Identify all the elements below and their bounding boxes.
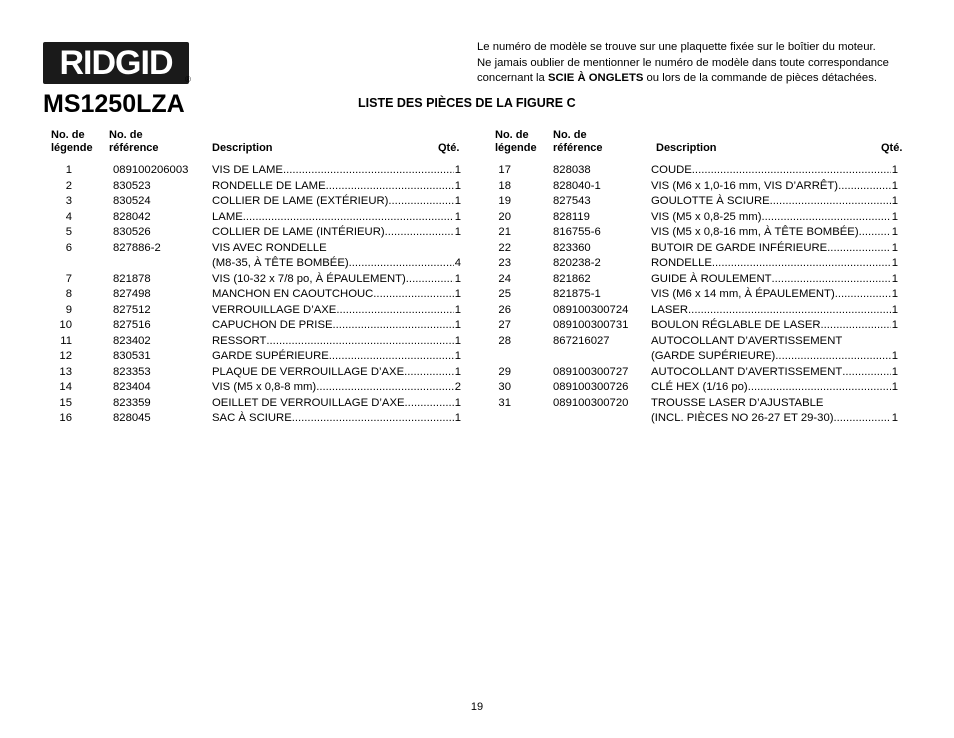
registered-mark: ® xyxy=(185,75,191,84)
header-no-legende-right xyxy=(495,129,537,155)
part-number: 6 xyxy=(65,241,72,254)
part-number: 7 xyxy=(65,272,72,285)
part-quantity: 1 xyxy=(891,288,898,300)
part-number: 28 xyxy=(498,334,511,347)
part-quantity: 1 xyxy=(891,226,898,238)
part-quantity: 1 xyxy=(891,412,898,424)
part-description-text: LASER xyxy=(651,303,689,316)
part-description xyxy=(651,349,898,365)
part-description xyxy=(651,225,898,241)
notice-line-3 xyxy=(477,71,927,87)
part-description xyxy=(651,287,898,303)
part-description xyxy=(212,396,461,412)
part-number: 21 xyxy=(498,226,511,238)
part-reference: 828119 xyxy=(553,210,590,223)
header-description-right: Description xyxy=(656,142,717,154)
part-description-text: BUTOIR DE GARDE INFÉRIEURE xyxy=(651,241,828,254)
leader-dots xyxy=(748,380,891,396)
part-description xyxy=(651,318,898,334)
part-description-text: LAME xyxy=(212,210,243,223)
part-number: 31 xyxy=(498,396,511,409)
part-number: 17 xyxy=(498,164,511,176)
leader-dots xyxy=(859,225,891,241)
part-reference: 816755-6 xyxy=(553,226,601,238)
header-no-reference-line2: référence xyxy=(109,142,159,154)
part-description xyxy=(212,241,461,257)
part-reference: 828038 xyxy=(553,164,591,176)
part-reference: 089100300731 xyxy=(553,319,629,331)
part-description-text: MANCHON EN CAOUTCHOUC xyxy=(212,288,374,300)
leader-dots xyxy=(336,303,453,319)
part-description xyxy=(651,194,898,210)
part-description-text: VIS (M5 x 0,8-8 mm) xyxy=(212,381,317,393)
part-quantity: 1 xyxy=(891,179,898,192)
part-reference: 821875-1 xyxy=(553,288,601,300)
part-reference: 089100300724 xyxy=(553,303,629,316)
part-quantity: 1 xyxy=(454,365,461,378)
part-description-text: CLÉ HEX (1/16 po) xyxy=(651,381,748,393)
leader-dots xyxy=(349,256,454,272)
part-description-text: VIS (M6 x 14 mm, À ÉPAULEMENT) xyxy=(651,288,835,300)
leader-dots xyxy=(329,349,454,365)
part-number: 12 xyxy=(59,350,72,362)
notice-line-2: Ne jamais oublier de mentionner le numéro de modèle dans toute correspondance xyxy=(477,56,889,69)
part-description xyxy=(651,272,898,288)
part-number: 9 xyxy=(65,303,72,316)
part-quantity: 1 xyxy=(891,381,898,393)
part-number: 26 xyxy=(498,303,511,316)
part-quantity: 1 xyxy=(454,412,461,424)
part-description xyxy=(212,225,461,241)
notice-line-3-pre: concernant la xyxy=(477,72,548,84)
leader-dots xyxy=(770,194,891,210)
part-description-text: VIS (M5 x 0,8-25 mm) xyxy=(651,210,762,223)
part-description xyxy=(651,210,898,226)
part-description xyxy=(651,365,898,381)
part-description xyxy=(212,210,461,226)
part-description xyxy=(651,334,898,350)
part-reference: 828040-1 xyxy=(553,179,601,192)
part-description xyxy=(212,194,461,210)
part-description-text: COLLIER DE LAME (INTÉRIEUR) xyxy=(212,226,385,238)
part-quantity: 2 xyxy=(454,381,461,393)
part-description-text: AUTOCOLLANT D’AVERTISSEMENT xyxy=(651,334,843,347)
part-description-text: VIS (M6 x 1,0-16 mm, VIS D’ARRÊT) xyxy=(651,179,839,192)
part-reference: 827886-2 xyxy=(113,241,161,254)
ridgid-logo: RIDGID xyxy=(43,42,189,84)
leader-dots xyxy=(842,365,890,381)
part-reference: 089100206003 xyxy=(113,164,189,176)
part-reference: 823404 xyxy=(113,381,151,393)
part-number: 29 xyxy=(498,365,511,378)
part-description-text: VERROUILLAGE D’AXE xyxy=(212,303,337,316)
part-reference: 827512 xyxy=(113,303,151,316)
part-description xyxy=(212,287,461,303)
header-no-legende-line2: légende xyxy=(51,142,93,154)
part-reference: 830524 xyxy=(113,195,151,207)
part-number: 1 xyxy=(65,164,72,176)
header-no-legende-left xyxy=(51,129,93,155)
part-description-text: OEILLET DE VERROUILLAGE D’AXE xyxy=(212,396,405,409)
part-reference: 823359 xyxy=(113,396,151,409)
header-no-reference-line1: No. de xyxy=(109,129,143,141)
part-number: 2 xyxy=(65,179,72,192)
part-number: 10 xyxy=(59,319,72,331)
part-description xyxy=(212,349,461,365)
leader-dots xyxy=(373,287,453,303)
header-no-reference-line1: No. de xyxy=(553,129,587,141)
part-quantity: 1 xyxy=(891,272,898,285)
leader-dots xyxy=(292,411,454,427)
part-reference: 827543 xyxy=(553,195,591,207)
header-no-reference-right xyxy=(553,129,603,155)
part-reference: 830531 xyxy=(113,350,151,362)
leader-dots xyxy=(333,318,454,334)
part-description-text: VIS DE LAME xyxy=(212,164,283,176)
part-quantity: 1 xyxy=(454,210,461,223)
part-description xyxy=(212,411,461,427)
part-quantity: 1 xyxy=(454,195,461,207)
leader-dots xyxy=(692,163,891,179)
part-quantity: 1 xyxy=(454,319,461,331)
part-quantity: 1 xyxy=(891,350,898,362)
part-number: 19 xyxy=(498,195,511,207)
leader-dots xyxy=(834,411,891,427)
model-number: MS1250LZA xyxy=(43,90,185,118)
part-quantity: 1 xyxy=(891,195,898,207)
part-description-text: VIS (10-32 x 7/8 po, À ÉPAULEMENT) xyxy=(212,272,406,285)
part-reference: 821862 xyxy=(553,272,591,285)
part-description-text: COUDE xyxy=(651,164,692,176)
part-quantity: 1 xyxy=(454,179,461,192)
leader-dots xyxy=(775,349,890,365)
part-description xyxy=(651,303,898,319)
leader-dots xyxy=(243,210,454,226)
part-description xyxy=(212,163,461,179)
part-number: 24 xyxy=(498,272,511,285)
figure-title: LISTE DES PIÈCES DE LA FIGURE C xyxy=(358,96,576,110)
leader-dots xyxy=(404,365,454,381)
part-description-text: (INCL. PIÈCES NO 26-27 ET 29-30) xyxy=(651,412,834,424)
part-number: 13 xyxy=(59,365,72,378)
leader-dots xyxy=(405,396,454,412)
part-reference: 089100300726 xyxy=(553,381,629,393)
part-description xyxy=(212,365,461,381)
notice-product-name: SCIE À ONGLETS xyxy=(547,72,644,84)
part-number: 25 xyxy=(498,288,511,300)
header-description-left: Description xyxy=(212,142,273,154)
header-no-legende-line1: No. de xyxy=(51,129,85,141)
part-description-text: SAC À SCIURE xyxy=(212,412,292,424)
part-description-text: (M8-35, À TÊTE BOMBÉE) xyxy=(212,257,349,269)
part-description xyxy=(212,256,461,272)
part-reference: 820238-2 xyxy=(553,257,601,269)
header-no-reference-line2: référence xyxy=(553,142,603,154)
part-description xyxy=(212,334,461,350)
part-number: 14 xyxy=(59,381,72,393)
header-no-legende-line2: légende xyxy=(495,142,537,154)
leader-dots xyxy=(827,241,891,257)
header-no-legende-line1: No. de xyxy=(495,129,529,141)
page-number: 19 xyxy=(470,701,484,713)
part-reference: 823402 xyxy=(113,334,151,347)
leader-dots xyxy=(838,179,891,195)
part-description-text: CAPUCHON DE PRISE xyxy=(212,319,333,331)
part-description-text: GARDE SUPÉRIEURE xyxy=(212,350,329,362)
part-quantity: 1 xyxy=(454,334,461,347)
part-description-text: RESSORT xyxy=(212,334,267,347)
part-number: 18 xyxy=(498,179,511,192)
part-description-text: RONDELLE xyxy=(651,257,712,269)
part-description-text: AUTOCOLLANT D’AVERTISSEMENT xyxy=(651,365,843,378)
part-description xyxy=(651,396,898,412)
part-description xyxy=(212,303,461,319)
notice-line-3-post: ou lors de la commande de pièces détachées. xyxy=(643,72,877,84)
part-reference: 867216027 xyxy=(553,334,610,347)
leader-dots xyxy=(406,272,454,288)
part-quantity: 1 xyxy=(454,272,461,285)
part-quantity: 1 xyxy=(891,303,898,316)
leader-dots xyxy=(761,210,890,226)
leader-dots xyxy=(688,303,891,319)
part-description-text: GUIDE À ROULEMENT xyxy=(651,272,772,285)
part-quantity: 1 xyxy=(891,164,898,176)
header-qty-right: Qté. xyxy=(881,142,903,154)
part-reference: 827498 xyxy=(113,288,151,300)
part-description xyxy=(212,272,461,288)
part-description-text: TROUSSE LASER D’AJUSTABLE xyxy=(651,396,824,409)
part-reference: 828045 xyxy=(113,412,151,424)
leader-dots xyxy=(712,256,891,272)
part-number: 20 xyxy=(498,210,511,223)
part-description-text: PLAQUE DE VERROUILLAGE D’AXE xyxy=(212,365,405,378)
part-number: 16 xyxy=(59,412,72,424)
part-reference: 089100300727 xyxy=(553,365,629,378)
leader-dots xyxy=(772,272,891,288)
leader-dots xyxy=(266,334,453,350)
notice-line-1: Le numéro de modèle se trouve sur une plaquette fixée sur le boîtier du moteur. xyxy=(477,41,876,53)
leader-dots xyxy=(283,163,454,179)
part-reference: 823360 xyxy=(553,241,591,254)
header-qty-left: Qté. xyxy=(438,142,460,154)
part-quantity: 1 xyxy=(454,303,461,316)
part-number: 30 xyxy=(498,381,511,393)
part-quantity: 1 xyxy=(454,396,461,409)
leader-dots xyxy=(385,225,454,241)
part-reference: 830523 xyxy=(113,179,151,192)
part-quantity: 1 xyxy=(891,365,898,378)
part-description xyxy=(212,318,461,334)
part-quantity: 4 xyxy=(454,257,461,269)
part-description-text: VIS (M5 x 0,8-16 mm, À TÊTE BOMBÉE) xyxy=(651,226,859,238)
part-quantity: 1 xyxy=(454,226,461,238)
part-reference: 830526 xyxy=(113,226,151,238)
part-number: 3 xyxy=(65,195,72,207)
leader-dots xyxy=(388,194,453,210)
part-reference: 823353 xyxy=(113,365,151,378)
part-quantity: 1 xyxy=(891,257,898,269)
part-description xyxy=(212,179,461,195)
header-no-reference-left xyxy=(109,129,159,155)
part-description xyxy=(651,256,898,272)
leader-dots xyxy=(835,287,891,303)
part-quantity: 1 xyxy=(454,164,461,176)
part-description xyxy=(651,380,898,396)
part-description xyxy=(212,380,461,396)
part-reference: 821878 xyxy=(113,272,151,285)
part-quantity: 1 xyxy=(891,241,898,254)
part-reference: 089100300720 xyxy=(553,396,629,409)
part-number: 4 xyxy=(65,210,72,223)
part-number: 11 xyxy=(60,334,72,347)
part-number: 27 xyxy=(498,319,511,331)
part-quantity: 1 xyxy=(454,288,461,300)
part-reference: 828042 xyxy=(113,210,151,223)
part-description-text: VIS AVEC RONDELLE xyxy=(212,241,327,254)
part-description-text: (GARDE SUPÉRIEURE) xyxy=(651,350,776,362)
part-description-text: GOULOTTE À SCIURE xyxy=(651,195,770,207)
part-quantity: 1 xyxy=(454,350,461,362)
part-reference: 827516 xyxy=(113,319,151,331)
part-number: 8 xyxy=(65,288,72,300)
part-description xyxy=(651,241,898,257)
part-number: 23 xyxy=(498,257,511,269)
part-description xyxy=(651,163,898,179)
part-description xyxy=(651,179,898,195)
part-description-text: BOULON RÉGLABLE DE LASER xyxy=(651,319,821,331)
leader-dots xyxy=(821,318,891,334)
part-description-text: COLLIER DE LAME (EXTÉRIEUR) xyxy=(212,195,389,207)
leader-dots xyxy=(326,179,454,195)
part-description xyxy=(651,411,898,427)
part-quantity: 1 xyxy=(891,319,898,331)
part-description-text: RONDELLE DE LAME xyxy=(212,179,326,192)
part-number: 22 xyxy=(498,241,511,254)
model-notice xyxy=(477,40,927,87)
part-quantity: 1 xyxy=(891,210,898,223)
part-number: 5 xyxy=(65,226,72,238)
leader-dots xyxy=(316,380,454,396)
part-number: 15 xyxy=(59,396,72,409)
